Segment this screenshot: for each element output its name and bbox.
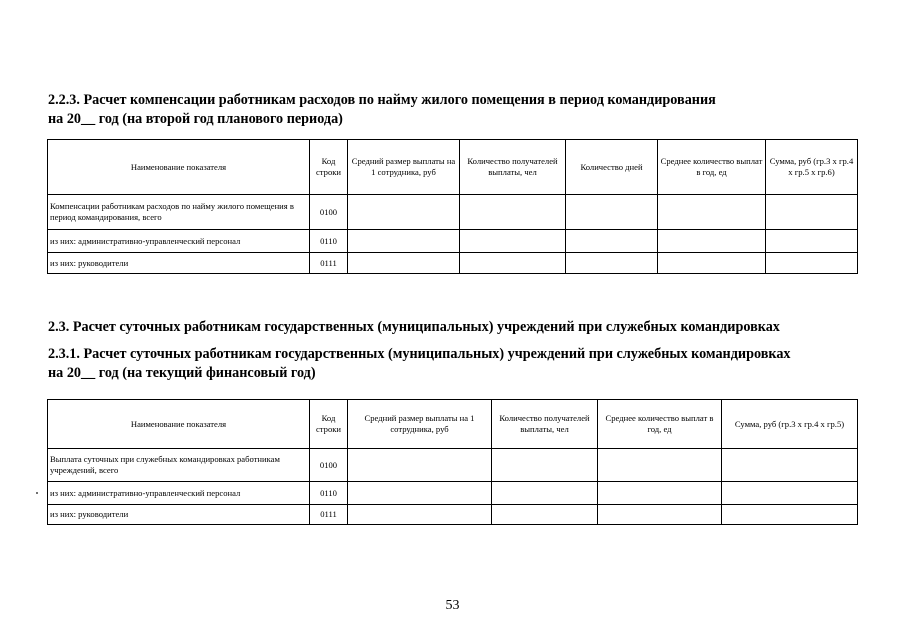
row-name: из них: административно-управленческий персонал [48,230,310,253]
input-cell[interactable] [722,482,858,505]
table-row [48,253,858,274]
col-header-sum: Сумма, руб (гр.3 х гр.4 х гр.5 х гр.6) [766,140,858,195]
input-cell[interactable] [460,195,566,230]
input-cell[interactable] [348,230,460,253]
row-code: 0110 [310,482,348,505]
col-header-avg-payment: Средний размер выплаты на 1 сотрудника, руб [348,140,460,195]
input-cell[interactable] [460,230,566,253]
table-header-row [48,400,858,449]
row-code: 0100 [310,449,348,482]
section-2-3-title: 2.3. Расчет суточных работникам государственных (муниципальных) учреждений при служебных командировках [48,319,780,335]
col-header-name: Наименование показателя [48,140,310,195]
row-code: 0100 [310,195,348,230]
table-row [48,482,858,505]
per-diem-table [47,399,858,525]
section-2-2-3-heading [48,91,716,129]
input-cell[interactable] [766,253,858,274]
table-row [48,505,858,525]
col-header-recipients: Количество получателей выплаты, чел [492,400,598,449]
input-cell[interactable] [598,449,722,482]
section-2-3-1-title-line1: 2.3.1. Расчет суточных работникам государственных (муниципальных) учреждений при служебных командировках [48,346,791,362]
row-code: 0111 [310,505,348,525]
section-2-2-3-title-line1: 2.2.3. Расчет компенсации работникам расходов по найму жилого помещения в период командирования [48,92,716,108]
col-header-days: Количество дней [566,140,658,195]
input-cell[interactable] [460,253,566,274]
input-cell[interactable] [348,505,492,525]
col-header-payments-per-year: Среднее количество выплат в год, ед [658,140,766,195]
compensation-table [47,139,858,274]
col-header-payments-per-year: Среднее количество выплат в год, ед [598,400,722,449]
table-header-row [48,140,858,195]
input-cell[interactable] [566,253,658,274]
page-number: 53 [445,598,460,613]
input-cell[interactable] [566,230,658,253]
input-cell[interactable] [492,449,598,482]
table-row [48,230,858,253]
input-cell[interactable] [348,195,460,230]
section-2-2-3-title-line2: на 20__ год (на второй год планового периода) [48,111,343,127]
input-cell[interactable] [348,253,460,274]
scan-speck [36,492,38,494]
row-code: 0111 [310,253,348,274]
table-row [48,195,858,230]
input-cell[interactable] [492,482,598,505]
input-cell[interactable] [766,230,858,253]
input-cell[interactable] [598,505,722,525]
col-header-name: Наименование показателя [48,400,310,449]
row-code: 0110 [310,230,348,253]
col-header-code: Код строки [310,400,348,449]
section-2-3-heading [48,318,780,337]
input-cell[interactable] [766,195,858,230]
row-name: из них: руководители [48,505,310,525]
row-name: Выплата суточных при служебных командировках работникам учреждений, всего [48,449,310,482]
input-cell[interactable] [658,195,766,230]
row-name: из них: руководители [48,253,310,274]
col-header-recipients: Количество получателей выплаты, чел [460,140,566,195]
input-cell[interactable] [598,482,722,505]
input-cell[interactable] [348,482,492,505]
table-row [48,449,858,482]
input-cell[interactable] [658,253,766,274]
col-header-code: Код строки [310,140,348,195]
section-2-3-1-heading [48,345,791,383]
section-2-3-1-title-line2: на 20__ год (на текущий финансовый год) [48,365,316,381]
input-cell[interactable] [492,505,598,525]
row-name: из них: административно-управленческий персонал [48,482,310,505]
input-cell[interactable] [658,230,766,253]
input-cell[interactable] [722,505,858,525]
row-name: Компенсации работникам расходов по найму жилого помещения в период командирования, всего [48,195,310,230]
input-cell[interactable] [348,449,492,482]
col-header-avg-payment: Средний размер выплаты на 1 сотрудника, руб [348,400,492,449]
input-cell[interactable] [722,449,858,482]
col-header-sum: Сумма, руб (гр.3 х гр.4 х гр.5) [722,400,858,449]
input-cell[interactable] [566,195,658,230]
